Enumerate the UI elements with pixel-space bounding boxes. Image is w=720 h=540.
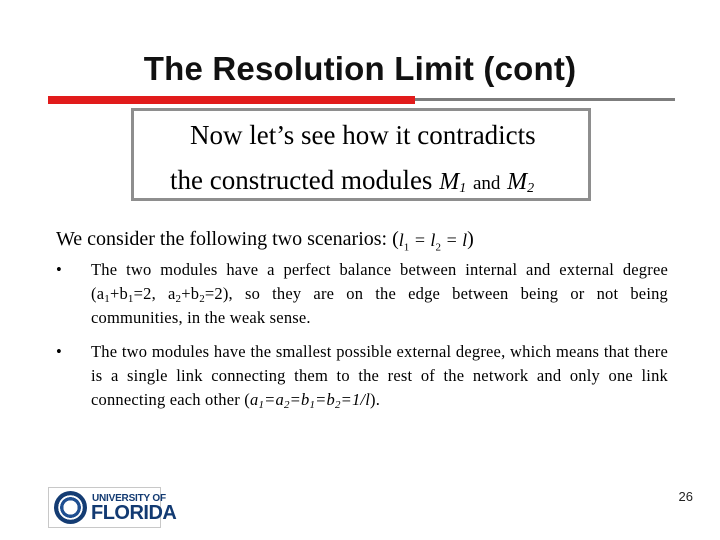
callout-line-2-text: the constructed modules xyxy=(170,165,433,195)
callout-line-2 xyxy=(170,165,534,197)
page-number: 26 xyxy=(678,489,693,504)
university-seal-icon xyxy=(54,491,87,524)
slide-title: The Resolution Limit (cont) xyxy=(143,50,577,87)
module-m1: $M_1$ xyxy=(439,169,467,196)
bullet-text-2: The two modules have the smallest possible external degree, which means that there is a single link connecting them to the rest of the network and only one link connecting each other $(a_1=a_2=b_1=b_2=1/l)$. xyxy=(91,342,668,411)
bullet-marker: • xyxy=(56,260,62,279)
scenarios-intro-text: We consider the following two scenarios: ( xyxy=(56,228,399,250)
bullet-item-2 xyxy=(56,340,668,412)
bullet-list xyxy=(56,258,668,412)
callout-and: and xyxy=(472,173,501,194)
scenarios-close: ) xyxy=(467,228,474,250)
callout-line-1: Now let’s see how it contradicts xyxy=(190,120,536,150)
scenarios-formula: $l_1 = l_2 = l$ xyxy=(398,230,468,254)
title-underline-red xyxy=(48,96,415,104)
module-m2: $M_2$ xyxy=(507,169,535,196)
bullet-item-1 xyxy=(56,258,668,330)
logo-university-of: UNIVERSITY OF xyxy=(92,493,166,504)
university-logo xyxy=(48,487,177,528)
scenarios-intro xyxy=(56,228,474,253)
logo-florida: FLORIDA xyxy=(91,502,177,524)
bullet-text-1: The two modules have a perfect balance between internal and external degree ($a_1+b_1=2$, $a_2+b_2=2$), so they are on the edge between being or not being communities, in the weak sense. xyxy=(91,260,669,327)
bullet-marker: • xyxy=(56,342,62,361)
title-underline-gray xyxy=(415,98,675,101)
